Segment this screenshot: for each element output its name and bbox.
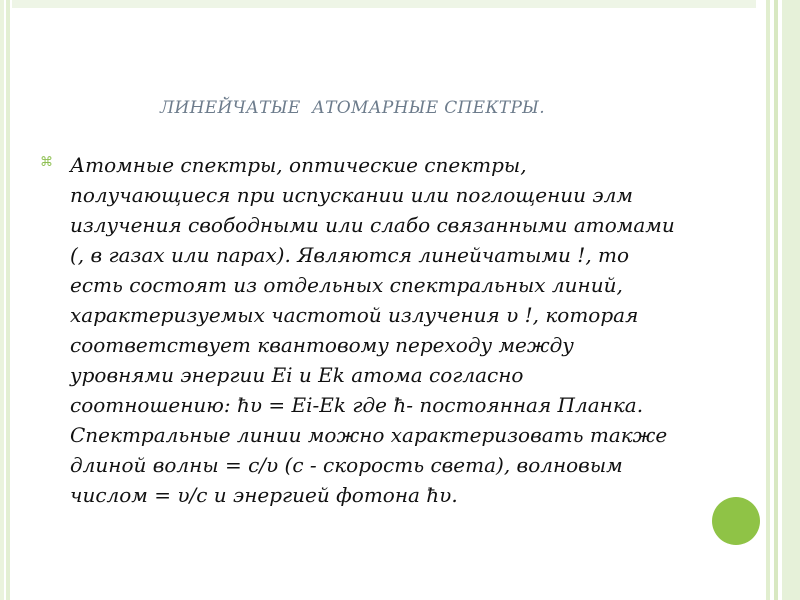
- bullet-icon: ⌘: [40, 155, 53, 170]
- slide-title: ЛИНЕЙЧАТЫЕ АТОМАРНЫЕ СПЕКТРЫ.: [160, 98, 545, 118]
- slide-border-right: [756, 0, 800, 600]
- slide-border-top: [12, 0, 756, 8]
- slide-border-left: [0, 0, 12, 600]
- bullet-text: Атомные спектры, оптические спектры, получающиеся при испускании или поглощении элм излучения свободными или слабо связанными атомами (, в газах или парах). Являются линейчатыми !, то есть состоят из отдельных спектральных линий, характеризуемых частотой излучения υ !, которая соответствует квантовому переходу между уровнями энергии Ei и Ek атома согласно соотношению: ħυ = Ei-Ek где ħ- постоянная Планка. Спектральные линии можно характеризовать также длиной волны = c/υ (c - скорость света), волновым числом = υ/c и энергией фотона ħυ.: [70, 153, 675, 507]
- green-circle-icon: [712, 497, 760, 545]
- bullet-paragraph: [40, 150, 680, 510]
